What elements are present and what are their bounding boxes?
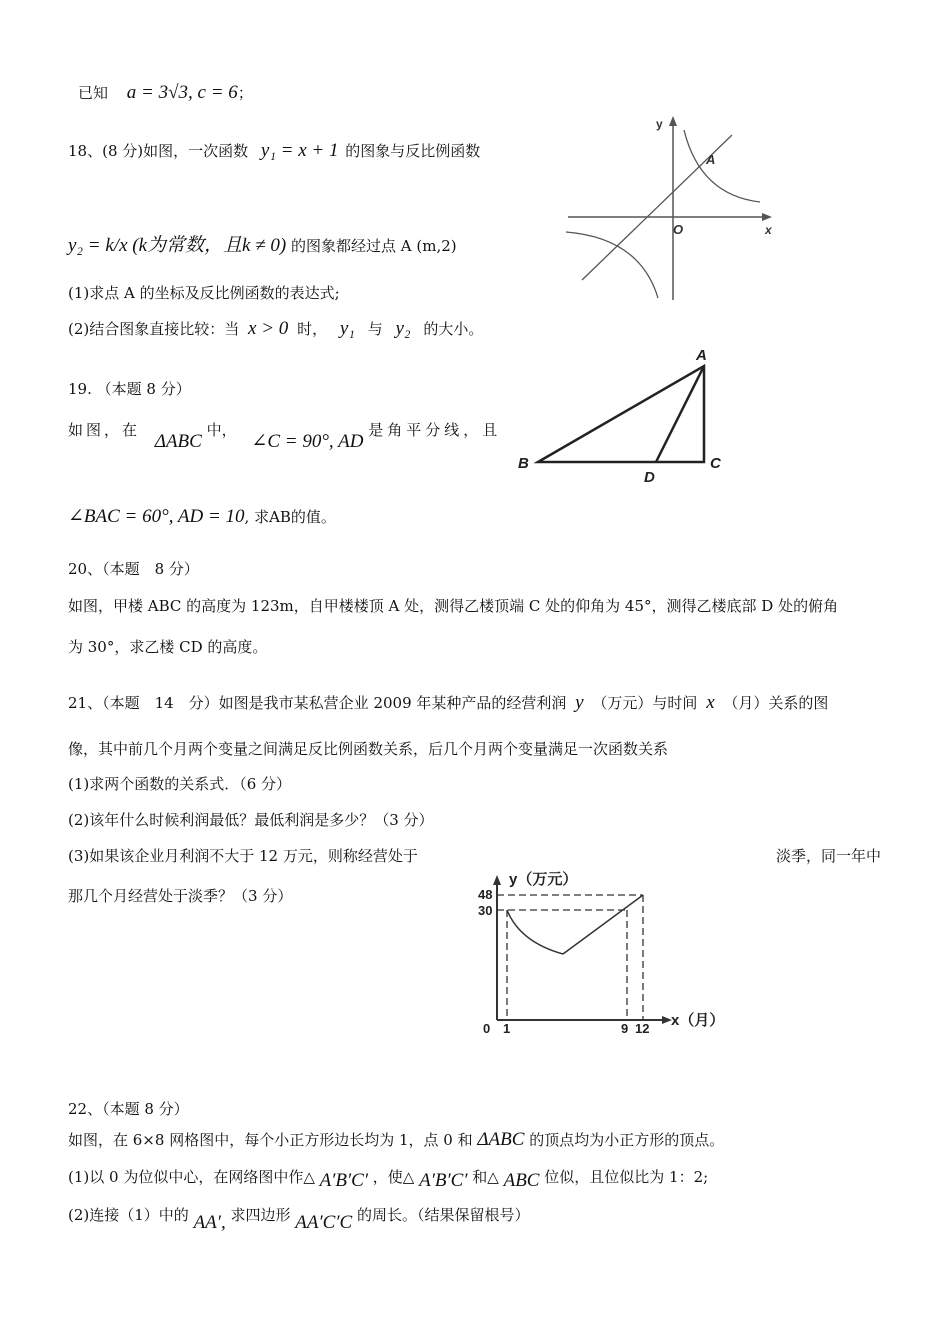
q21-line1	[68, 692, 828, 714]
tick-1: 1	[503, 1021, 511, 1036]
tick-9: 9	[621, 1021, 629, 1036]
hyperbola-branch-q1	[684, 130, 760, 202]
q22-p1-t3: ABC	[503, 1170, 540, 1191]
q18-p2-a: (2)结合图象直接比较：当	[68, 320, 240, 338]
q22-l1-a: 如图，在 6×8 网格图中，每个小正方形边长均为 1，点 0 和	[68, 1131, 473, 1149]
q19-title: 19. （本题 8 分）	[68, 380, 191, 398]
q22-p2-b: 求四边形	[230, 1206, 291, 1224]
q21-l1-b: （万元）与时间	[592, 694, 698, 712]
q18-formula-y1: y₁ = x + 1	[260, 140, 339, 161]
intro-prefix: 已知	[78, 84, 109, 102]
q18-p2-c: 与	[367, 320, 383, 338]
q21-l1-c: （月）关系的图	[723, 694, 829, 712]
q18-p2-d: 的大小。	[423, 320, 484, 338]
q19-triangle-figure	[508, 340, 738, 490]
intro-suffix: ；	[237, 84, 253, 102]
vertex-b-label: B	[518, 455, 529, 472]
linear-segment	[563, 895, 643, 954]
q21-l1-a: 21、（本题 14 分）如图是我市某私营企业 2009 年某种产品的经营利润	[68, 694, 567, 712]
tick-0: 0	[483, 1021, 491, 1036]
y-axis-title: y（万元）	[509, 871, 578, 888]
x-axis-title: x（月）	[671, 1012, 725, 1029]
q20-line1: 如图，甲楼 ABC 的高度为 123m，自甲楼楼顶 A 处，测得乙楼顶端 C 处的仰角为 45°，测得乙楼底部 D 处的俯角	[68, 597, 839, 615]
q18-p2-y1: y₁	[339, 318, 355, 339]
q19-triangle: ΔABC	[154, 431, 202, 452]
q22-part2	[68, 1204, 530, 1233]
q22-triangle: ΔABC	[477, 1129, 525, 1150]
q21-profit-graph	[475, 862, 745, 1040]
q22-p2-a: (2)连接（1）中的	[68, 1206, 189, 1224]
q18-p2-x: x > 0	[248, 318, 289, 339]
vertex-c-label: C	[710, 455, 721, 472]
q22-part1	[68, 1166, 709, 1191]
x-axis-arrow	[762, 213, 772, 221]
q18-head-end: 的图象与反比例函数	[345, 142, 481, 160]
q22-title: 22、（本题 8 分）	[68, 1100, 189, 1118]
origin-label: O	[673, 222, 684, 237]
tick-48: 48	[478, 887, 493, 902]
tick-30: 30	[478, 903, 493, 918]
q19-line2	[68, 505, 336, 528]
q19-l1-b: 中，	[206, 421, 237, 439]
q21-part1: (1)求两个函数的关系式．（6 分）	[68, 775, 292, 793]
y-axis-arrow	[669, 116, 677, 126]
q21-line2: 像，其中前几个月两个变量之间满足反比例函数关系，后几个月两个变量满足一次函数关系	[68, 740, 669, 758]
q19-l1-c: 是角平分线，且	[368, 421, 502, 439]
y-axis-arrow	[493, 875, 501, 885]
q18-head: 18、(8 分)如图，一次函数	[68, 142, 249, 160]
y-axis-label: y	[656, 117, 663, 131]
q20-line2: 为 30°，求乙楼 CD 的高度。	[68, 638, 268, 656]
q18-p2-y2: y₂	[395, 318, 411, 339]
q22-l1-b: 的顶点均为小正方形的顶点。	[529, 1131, 725, 1149]
tick-12: 12	[635, 1021, 650, 1036]
point-a-label: A	[706, 152, 716, 167]
q21-part3-a: (3)如果该企业月利润不大于 12 万元，则称经营处于	[68, 847, 418, 865]
q18-line2-end: 的图象都经过点 A (m,2)	[291, 237, 457, 255]
q22-p1-t2: A′B′C′	[419, 1170, 468, 1191]
q18-part1: (1)求点 A 的坐标及反比例函数的表达式;	[68, 284, 340, 302]
q22-p1-a: (1)以 0 为位似中心，在网络图中作△	[68, 1168, 315, 1186]
q22-p1-t1: A′B′C′	[319, 1170, 369, 1191]
q18-formula-y2: y₂ = k/x (k为常数，且k ≠ 0)	[68, 235, 287, 256]
q22-p2-quad: AA′C′C	[295, 1212, 353, 1233]
q22-line1	[68, 1129, 724, 1151]
q22-p1-d: 位似，且位似比为 1：2;	[544, 1168, 709, 1186]
x-axis-label: x	[765, 223, 772, 237]
intro-formula: a = 3√3, c = 6	[126, 82, 238, 103]
vertex-a-label: A	[696, 347, 707, 364]
q21-part3-c: 那几个月经营处于淡季？（3 分）	[68, 887, 293, 905]
intro-line	[78, 82, 253, 104]
q22-p1-b: ，使△	[372, 1168, 415, 1186]
point-d-label: D	[644, 469, 655, 486]
q22-p2-c: 的周长。（结果保留根号）	[356, 1206, 530, 1224]
q18-line2	[68, 230, 457, 257]
q18-line1	[68, 140, 480, 162]
q21-part2: (2)该年什么时候利润最低？最低利润是多少？（3 分）	[68, 811, 434, 829]
hyperbola-branch-q3	[566, 232, 658, 298]
q20-title: 20、（本题 8 分）	[68, 560, 199, 578]
q22-p1-c: 和△	[472, 1168, 499, 1186]
inverse-proportion-curve	[507, 910, 563, 954]
q18-p2-b: 时，	[297, 320, 328, 338]
q19-angle-c: ∠C = 90°, AD	[251, 431, 364, 452]
q19-condition: ∠BAC = 60°, AD = 10	[68, 506, 245, 527]
q19-l2-end: , 求AB的值。	[244, 508, 336, 526]
q21-var-y: y	[575, 692, 584, 713]
q18-part2	[68, 318, 483, 340]
q21-var-x: x	[706, 692, 715, 713]
q19-l1-a: 如图，在	[68, 421, 141, 439]
q19-line1	[68, 418, 502, 452]
q18-function-graph	[560, 110, 790, 305]
q21-part3-b: 淡季，同一年中	[776, 847, 882, 865]
q22-p2-seg: AA′,	[193, 1212, 226, 1233]
